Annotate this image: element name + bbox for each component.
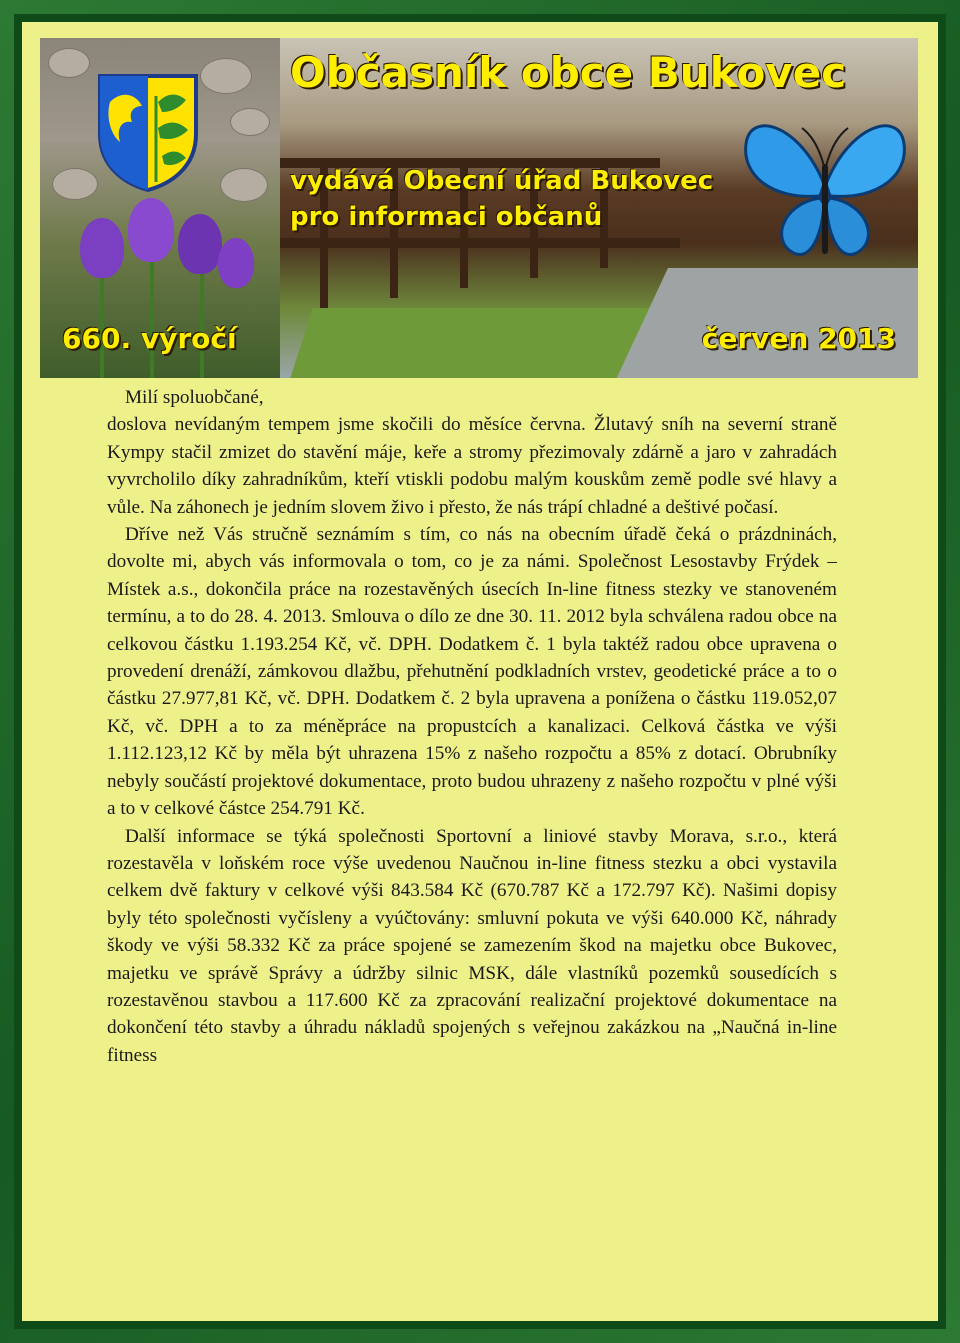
pebble [230, 108, 270, 136]
crocus-flower [80, 218, 124, 278]
article-paragraph: doslova nevídaným tempem jsme skočili do měsíce června. Žlutavý sníh na severní straně Kympy stačil zmizet do stavění máje, keře a stromy přezimovaly zdárně a jaro v zahradách vyvrcholilo díky zahradníkům, kteří vtiskli podobu malým kouskům země podle své hlavy a vůle. Na záhonech je jedním slovem živo i přesto, že nás trápí chladné a deštivé počasí. [107, 414, 837, 518]
pebble [52, 168, 98, 200]
greeting: Milí spoluobčané, [125, 387, 264, 408]
masthead-right-photo [280, 38, 918, 378]
newsletter-page [22, 22, 938, 1321]
purpose-line: pro informaci občanů [290, 202, 603, 232]
pebble [220, 168, 268, 202]
article-paragraph: Další informace se týká společnosti Sportovní a liniové stavby Morava, s.r.o., která rozestavěla v loňském roce výše uvedenou Naučnou in-line fitness stezku a obci vystavila celkem dvě faktury v celkové výši 843.584 Kč (670.787 Kč a 172.797 Kč). Našimi dopisy byly této společnosti vyčísleny a vyúčtovány: smluvní pokuta ve výši 640.000 Kč, náhrady škody ve výši 58.332 Kč za práce spojené se zamezením škod na majetku obce Bukovec, majetku ve správě Správy a údržby silnic MSK, dále vlastníků pozemků sousedících s rozestavěnou stavbou a 117.600 Kč za zpracování realizační projektové dokumentace na dokončení této stavby a úhradu nákladů spojených s veřejnou zakázkou na „Naučná in-line fitness [107, 825, 837, 1066]
crocus-flower [128, 198, 174, 262]
pebble [200, 58, 252, 94]
issue-date: červen 2013 [701, 322, 896, 355]
masthead-left-photo [40, 38, 280, 378]
pebble [48, 48, 90, 78]
masthead [40, 38, 918, 378]
anniversary-label: 660. výročí [62, 322, 237, 355]
article-paragraph: Dříve než Vás stručně seznámím s tím, co nás na obecním úřadě čeká o prázdninách, dovolte mi, abych vás informovala o tom, co je za námi. Společnost Lesostavby Frýdek – Místek a.s., dokončila práce na rozestavěných úsecích In-line fitness stezky ve stanoveném termínu, a to do 28. 4. 2013. Smlouva o dílo ze dne 30. 11. 2012 byla schválena radou obce na celkovou částku 1.193.254 Kč, vč. DPH. Dodatkem č. 1 byla taktéž radou obce upravena o provedení drenáží, zámkovou dlažbu, přehutnění podkladních vrstev, geodetické práce a to o částku 27.977,81 Kč, vč. DPH. Dodatkem č. 2 byla upravena a ponížena o částku 119.052,07 Kč, vč. DPH a to za méněpráce na propustcích a kanalizaci. Celková částka ve výši 1.112.123,12 Kč by měla být uhrazena 15% z našeho rozpočtu a 85% z dotací. Obrubníky nebyly součástí projektové dokumentace, proto budou uhrazeny z našeho rozpočtu v plné výši a to v celkové částce 254.791 Kč. [107, 524, 837, 820]
flower-stem [200, 258, 204, 378]
bridge-rail [280, 238, 680, 248]
publisher-line: vydává Obecní úřad Bukovec [290, 166, 714, 196]
butterfly-icon [740, 104, 910, 274]
flower-stem [150, 248, 154, 378]
crocus-flower [218, 238, 254, 288]
newsletter-title: Občasník obce Bukovec [290, 48, 847, 97]
coat-of-arms-icon [96, 72, 200, 192]
article-body [107, 384, 837, 1069]
crocus-flower [178, 214, 222, 274]
